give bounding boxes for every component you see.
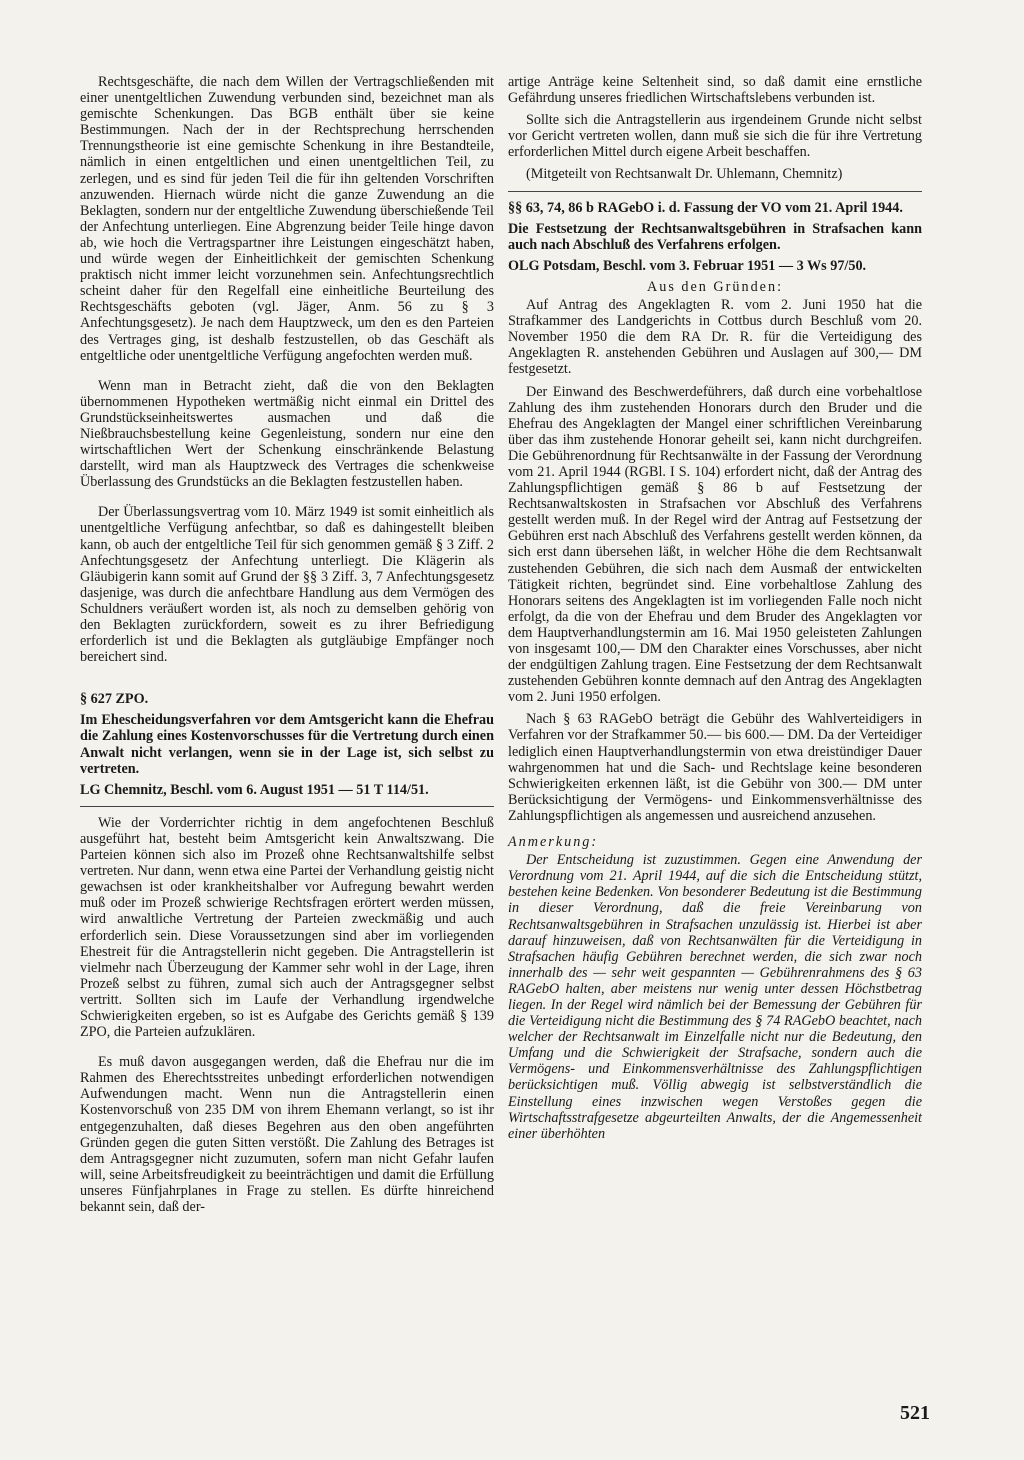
right-column [508,74,922,1148]
paragraph: Es muß davon ausgegangen werden, daß die Ehefrau nur die im Rahmen des Eherechtsstreites unbedingt erforderlichen notwendigen Aufwendungen macht. Wenn nun die Antragstellerin einen Kostenvorschuß von 235 DM von ihrem Ehemann verlangt, so ist ihr entgegenzuhalten, daß dieses Begehren aus den oben angeführten Gründen gegen die guten Sitten verstößt. Die Zahlung des Betrages ist dem Antragsgegner nicht zuzumuten, sofern man nicht Gefahr laufen will, seine Arbeitsfreudigkeit zu beeinträchtigen und damit die Erfüllung unseres Fünfjahrplanes in Frage zu stellen. Es dürfte hinreichend bekannt sein, daß der- [80,1054,494,1215]
paragraph: artige Anträge keine Seltenheit sind, so daß damit eine ernstliche Gefährdung unseres friedlichen Wirtschaftslebens verbunden ist. [508,74,922,107]
note-text: Der Entscheidung ist zuzustimmen. Gegen eine Anwendung der Verordnung vom 21. April 1944, auf die sich die Entscheidung stützt, bestehen keine Bedenken. Von besonderer Bedeutung ist die Bestimmung in dieser Verordnung, daß die freie Vereinbarung von Rechtsanwaltsgebühren in Strafsachen unzulässig ist. Hierbei ist aber darauf hinzuweisen, daß von Rechtsanwälten für die Verteidigung in Strafsachen häufig Gebühren berechnet werden, die sich zwar noch innerhalb des — sehr weit gespannten — Gebührenrahmens des § 63 RAGebO halten, aber meistens nur wenig unter dessen Höchstbetrag liegen. In der Regel wird nämlich bei der Bemessung der Gebühren für die Verteidigung nicht die Bestimmung des § 74 RAGebO beachtet, nach welcher der Rechtsanwalt im Einzelfalle nicht nur die Bedeutung, den Umfang und die Schwierigkeit der Strafsache, sondern auch die Vermögens- und Einkommensverhältnisse des Zahlungspflichtigen berücksichtigen muß. Völlig abwegig ist selbstverständlich die Einstellung eines inzwischen wegen Verstoßes gegen die Wirtschaftsstrafgesetze abgeurteilten Anwalts, der die Angemessenheit einer überhöhten [508,852,922,1142]
paragraph: Nach § 63 RAGebO beträgt die Gebühr des Wahlverteidigers in Verfahren vor der Strafkammer 50.— bis 600.— DM. Da der Verteidiger lediglich einen Hauptverhandlungstermin von etwa dreistündiger Dauer wahrgenommen hat und die Sach- und Rechtslage keine besonderen Schwierigkeiten erkennen läßt, ist die Gebühr von 300.— DM unter Berücksichtigung der Vermögens- und Einkommensverhältnisse des Zahlungspflichtigen als angemessen und ausreichend anzusehen. [508,711,922,824]
court-citation: LG Chemnitz, Beschl. vom 6. August 1951 — 51 T 114/51. [80,781,429,798]
paragraph: Rechtsgeschäfte, die nach dem Willen der Vertragschließenden mit einer unentgeltlichen Zuwendung verbunden sind, bezeichnet man als gemischte Schenkungen. Das BGB enthält über sie keine Bestimmungen. Nach der in der Rechtsprechung herrschenden Trennungstheorie ist eine gemischte Schenkung in ihre Bestandteile, nämlich in einen entgeltlichen und einen unentgeltlichen Teil, zu zerlegen, und es sind für jeden Teil die für ihn geltenden Vorschriften anzuwenden. Hiernach würde nicht die ganze Zuwendung an die Beklagten, sondern nur der entgeltliche Zuwendung überschießende Teil der Anfechtung unterliegen. Eine Abgrenzung beider Teile hinge davon ab, wie hoch die Vertragspartner ihre Leistungen eingeschätzt haben, und würde wegen der Einheitlichkeit der gemischten Schenkung praktisch nicht immer leicht vorzunehmen sein. Anfechtungsrechtlich scheint daher für den Regelfall eine einheitliche Beurteilung des Rechtsgeschäfts geboten (vgl. Jäger, Anm. 56 zu § 3 Anfechtungsgesetz). Je nach dem Hauptzweck, um den es den Parteien des Vertrages ging, ist deshalb festzustellen, ob das Geschäft als entgeltliche oder unentgeltliche Verfügung angefochten werden muß. [80,74,494,364]
note-label: Anmerkung: [508,834,599,851]
section-heading: §§ 63, 74, 86 b RAGebO i. d. Fassung der VO vom 21. April 1944. [508,199,903,216]
page-number: 521 [900,1402,930,1424]
left-column [80,74,494,1221]
divider [80,806,494,807]
paragraph: Der Überlassungsvertrag vom 10. März 1949 ist somit einheitlich als unentgeltliche Verfügung anfechtbar, so daß es dahingestellt bleiben kann, ob auch der entgeltliche Teil für sich genommen gemäß § 3 Ziff. 2 Anfechtungsgesetz der Anfechtung unterliegt. Die Klägerin als Gläubigerin kann somit auf Grund der §§ 3 Ziff. 3, 7 Anfechtungsgesetz dasjenige, was durch die anfechtbare Handlung aus dem Vermögen des Schuldners veräußert worden ist, als noch zu demselben gehörig von den Beklagten zurückfordern, soweit es zu ihrer Befriedigung erforderlich ist und die Beklagten als gutgläubige Empfänger noch bereichert sind. [80,504,494,666]
paragraph: Auf Antrag des Angeklagten R. vom 2. Juni 1950 hat die Strafkammer des Landgerichts in Cottbus durch Beschluß vom 20. November 1950 die dem RA Dr. R. für die Verteidigung des Angeklagten R. anstehenden Gebühren und Auslagen auf 300,— DM festgesetzt. [508,297,922,378]
headnote: Die Festsetzung der Rechtsanwaltsgebühren in Strafsachen kann auch nach Abschluß des Verfahrens erfolgen. [508,220,922,253]
paragraph: Sollte sich die Antragstellerin aus irgendeinem Grunde nicht selbst vor Gericht vertreten wollen, dann muß sie sich die für ihre Vertretung erforderlichen Mittel durch eigene Arbeit beschaffen. [508,112,922,161]
section-heading: § 627 ZPO. [80,691,149,708]
reasons-heading: Aus den Gründen: [646,278,784,295]
court-citation: OLG Potsdam, Beschl. vom 3. Februar 1951 — 3 Ws 97/50. [508,257,867,274]
paragraph: Wie der Vorderrichter richtig in dem angefochtenen Beschluß ausgeführt hat, besteht beim Amtsgericht kein Anwaltszwang. Die Parteien können sich also im Prozeß ohne Rechtsanwaltshilfe selbst vertreten. Nur dann, wenn etwa eine Partei der Verhandlung geistig nicht gewachsen ist oder krankheitshalber vor Aufregung bewahrt werden muß oder im Prozeß schwierige Rechtsfragen erörtert werden müssen, wird anwaltliche Vertretung der Parteien zweckmäßig und auch erforderlich sein. Diese Voraussetzungen sind aber im vorliegenden Ehestreit für die Antragstellerin nicht gegeben. Die Antragstellerin ist vielmehr nach Überzeugung der Kammer sehr wohl in der Lage, ihren Prozeß selbst zu führen, zumal sich auch der Antragsgegner selbst vertritt. Sollten sich im Laufe der Verhandlung irgendwelche Schwierigkeiten ergeben, so ist es Aufgabe des Gerichts gemäß § 139 ZPO, die Parteien aufzuklären. [80,814,494,1041]
headnote: Im Ehescheidungsverfahren vor dem Amtsgericht kann die Ehefrau die Zahlung eines Kostenvorschusses für die Vertretung durch einen Anwalt nicht verlangen, wenn sie in der Lage ist, sich selbst zu vertreten. [80,712,494,777]
attribution: (Mitgeteilt von Rechtsanwalt Dr. Uhlemann, Chemnitz) [526,166,843,183]
divider [508,191,922,192]
paragraph: Der Einwand des Beschwerdeführers, daß durch eine vorbehaltlose Zahlung des ihm zustehenden Honorars durch den Bruder und die Ehefrau des Angeklagten der Mangel einer schriftlichen Vereinbarung über das ihm zustehende Honorar geheilt sei, kann nicht durchgreifen. Die Gebührenordnung für Rechtsanwälte in der Fassung der Verordnung vom 21. April 1944 (RGBl. I S. 104) erfordert nicht, daß der Antrag des Zahlungspflichtigen gemäß § 86 b auf Festsetzung der Rechtsanwaltskosten in Strafsachen vor Abschluß des Verfahrens gestellt werden muß. In der Regel wird der Antrag auf Festsetzung der Gebühren erst nach Abschluß des Verfahrens gestellt werden können, da sich erst dann übersehen läßt, in welcher Höhe die dem Rechtsanwalt zustehenden Gebühren, die sich nach dem Ausmaß der entwickelten Tätigkeit richten, begründet sind. Eine vorbehaltlose Zahlung des Honorars seitens des Angeklagten ist im vorliegenden Falle noch nicht erfolgt, da die von der Ehefrau und dem Bruder des Angeklagten vor dem Hauptverhandlungstermin am 16. Mai 1950 geleisteten Zahlungen von insgesamt 100,— DM den Charakter eines Vorschusses, aber nicht der endgültigen Zahlung tragen. Eine Festsetzung der dem Rechtsanwalt zustehenden Gebühren konnte demnach auf den Antrag des Angeklagten vom 2. Juni 1950 erfolgen. [508,383,922,706]
paragraph: Wenn man in Betracht zieht, daß die von den Beklagten übernommenen Hypotheken wertmäßig nicht einmal ein Drittel des Grundstückseinheitswertes ausmachen und daß die Nießbrauchsbestellung keine Gegenleistung, sondern nur eine den wirtschaftlichen Wert der Schenkung einschränkende Belastung darstellt, wird man als Hauptzweck des Vertrages die schenkweise Überlassung des Grundstücks an die Beklagten festzustellen haben. [80,377,494,491]
